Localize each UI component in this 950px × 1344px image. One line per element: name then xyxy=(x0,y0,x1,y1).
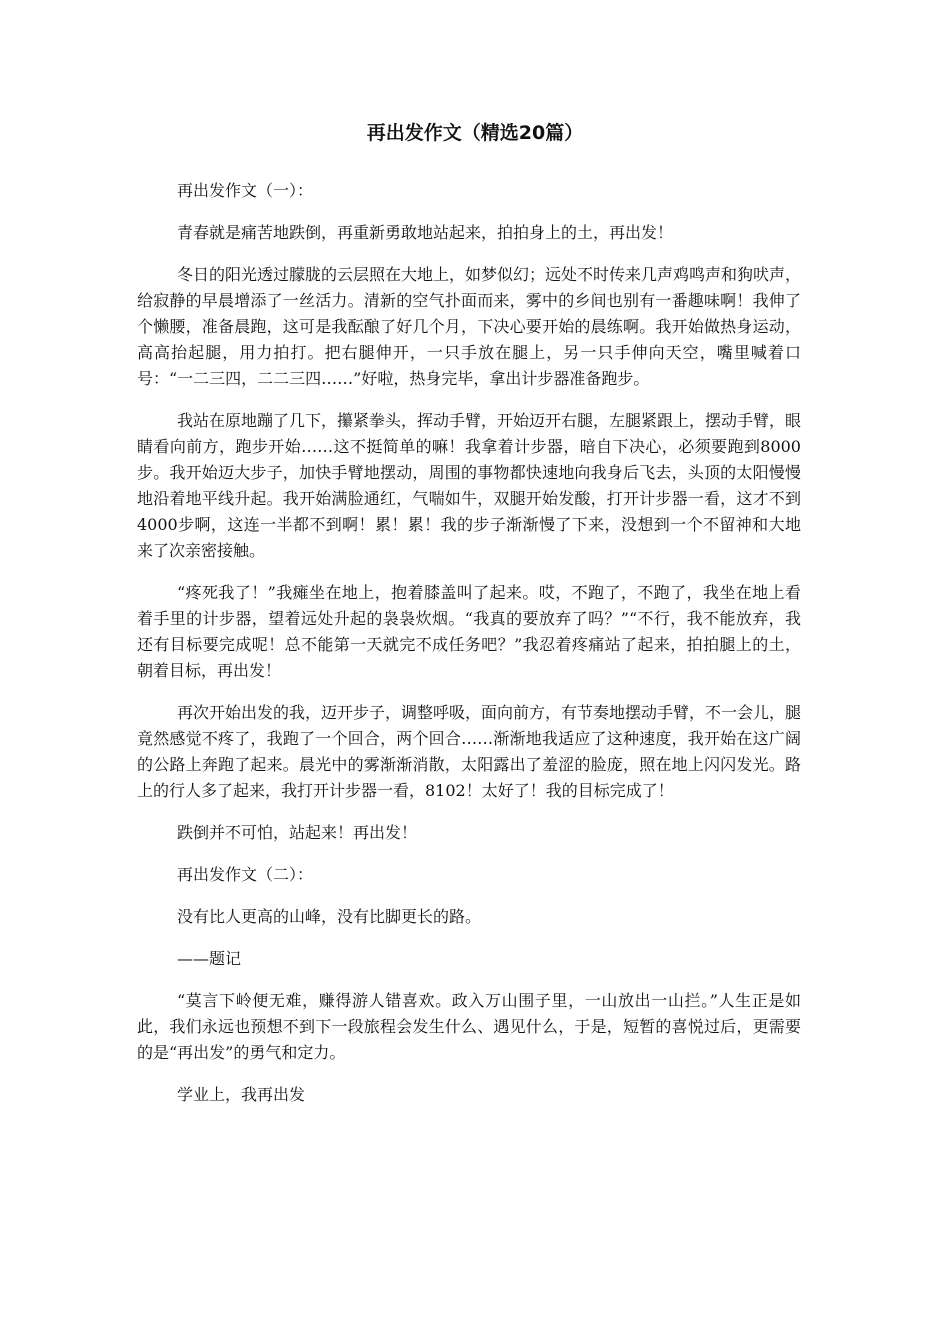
paragraph: 我站在原地蹦了几下，攥紧拳头，挥动手臂，开始迈开右腿，左腿紧跟上，摆动手臂，眼睛看向前方，跑步开始……这不挺简单的嘛！我拿着计步器，暗自下决心，必须要跑到8000步。我开始迈大步子，加快手臂地摆动，周围的事物都快速地向我身后飞去，头顶的太阳慢慢地沿着地平线升起。我开始满脸通红，气喘如牛，双腿开始发酸，打开计步器一看，这才不到4000步啊，这连一半都不到啊！累！累！我的步子渐渐慢了下来，没想到一个不留神和大地来了次亲密接触。 xyxy=(137,411,802,560)
paragraph: 冬日的阳光透过朦胧的云层照在大地上，如梦似幻；远处不时传来几声鸡鸣声和狗吠声，给寂静的早晨增添了一丝活力。清新的空气扑面而来，雾中的乡间也别有一番趣味啊！我伸了个懒腰，准备晨跑，这可是我酝酿了好几个月，下决心要开始的晨练啊。我开始做热身运动，高高抬起腿，用力拍打。把右腿伸开，一只手放在腿上，另一只手伸向天空，嘴里喊着口号：“一二三四，二二三四……”好啦，热身完毕，拿出计步器准备跑步。 xyxy=(137,265,802,388)
paragraph: “莫言下岭便无难，赚得游人错喜欢。政入万山围子里，一山放出一山拦。”人生正是如此，我们永远也预想不到下一段旅程会发生什么、遇见什么，于是，短暂的喜悦过后，更需要的是“再出发”的勇气和定力。 xyxy=(137,991,801,1062)
document-title: 再出发作文（精选20篇） xyxy=(366,122,584,144)
epigraph-attribution: ——题记 xyxy=(177,949,242,968)
paragraph: 青春就是痛苦地跌倒，再重新勇敢地站起来，拍拍身上的土，再出发！ xyxy=(177,223,674,242)
section-heading-2: 再出发作文（二）： xyxy=(177,865,314,884)
paragraph: 再次开始出发的我，迈开步子，调整呼吸，面向前方，有节奏地摆动手臂，不一会儿，腿竟然感觉不疼了，我跑了一个回合，两个回合……渐渐地我适应了这种速度，我开始在这广阔的公路上奔跑了起来。晨光中的雾渐渐消散，太阳露出了羞涩的脸庞，照在地上闪闪发光。路上的行人多了起来，我打开计步器一看，8102！太好了！我的目标完成了！ xyxy=(137,703,802,800)
paragraph: 学业上，我再出发 xyxy=(177,1085,306,1104)
document-body xyxy=(137,178,801,1124)
section-heading-1: 再出发作文（一）： xyxy=(177,181,314,200)
paragraph: “疼死我了！”我瘫坐在地上，抱着膝盖叫了起来。哎，不跑了，不跑了，我坐在地上看着手里的计步器，望着远处升起的袅袅炊烟。“我真的要放弃了吗？”“不行，我不能放弃，我还有目标要完成呢！总不能第一天就完不成任务吧？”我忍着疼痛站了起来，拍拍腿上的土，朝着目标，再出发！ xyxy=(137,583,801,680)
paragraph: 跌倒并不可怕，站起来！再出发！ xyxy=(177,823,418,842)
paragraph: 没有比人更高的山峰，没有比脚更长的路。 xyxy=(177,907,482,926)
